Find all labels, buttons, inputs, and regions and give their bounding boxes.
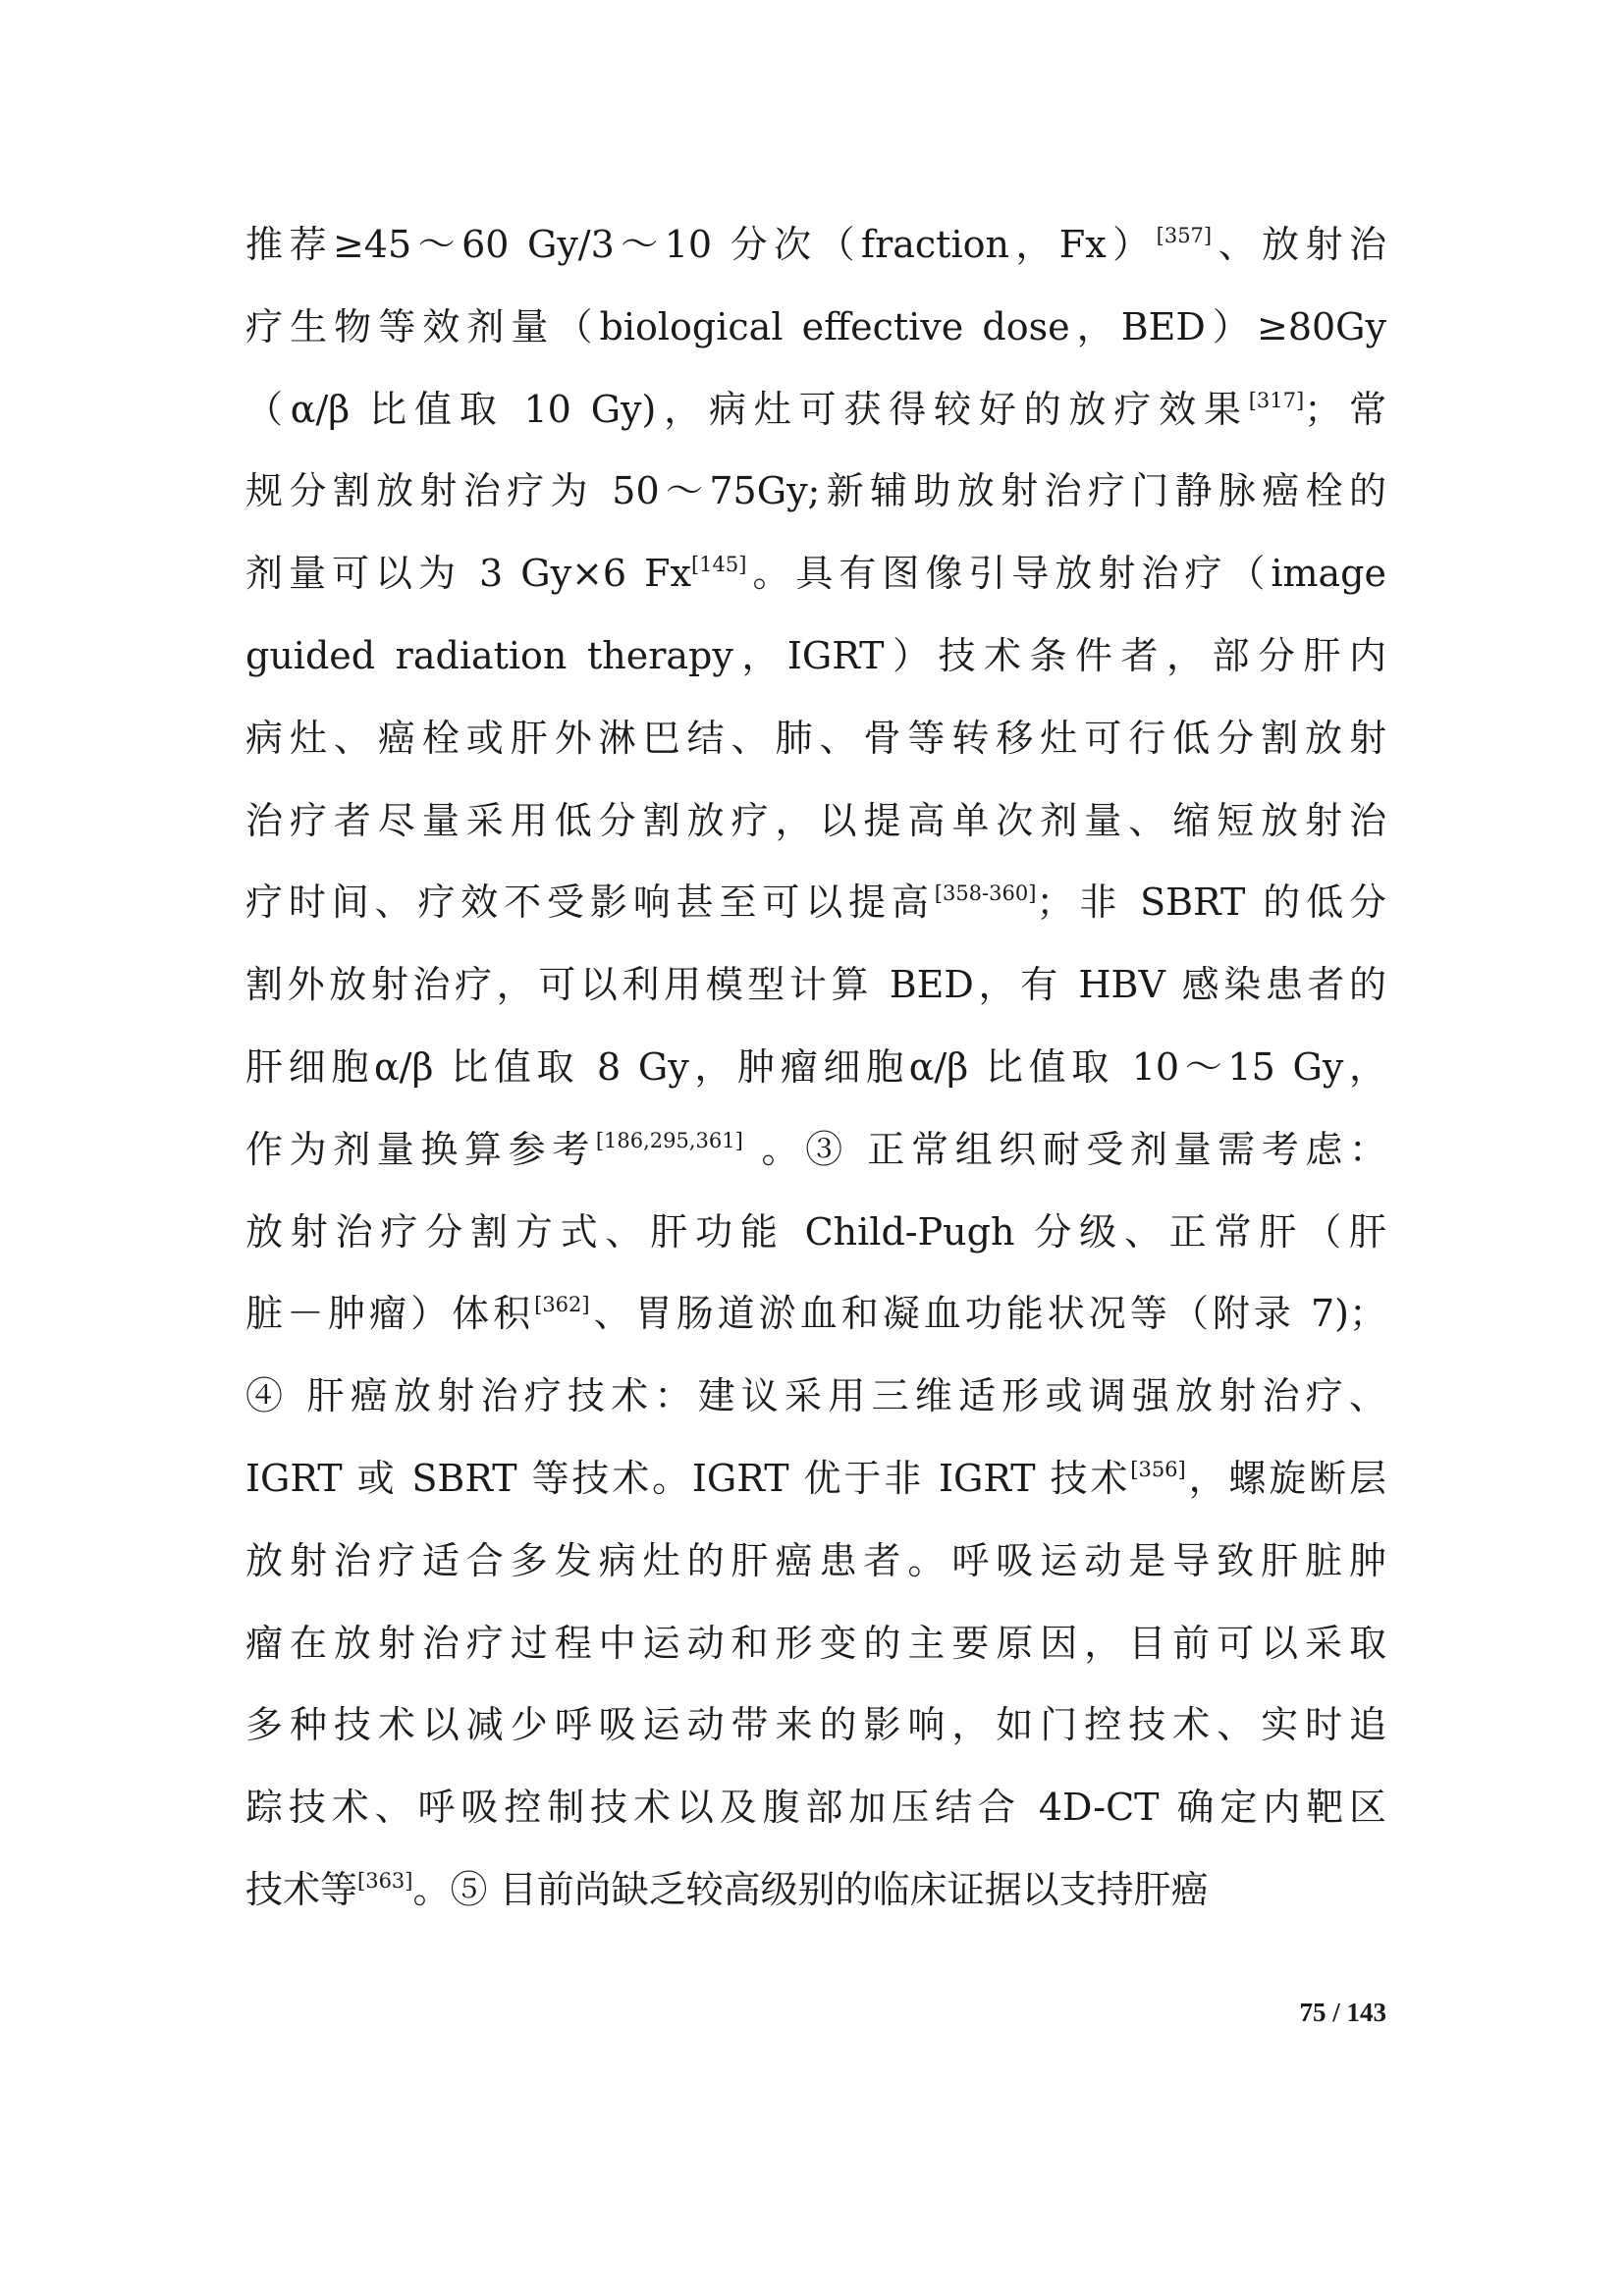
text-line <box>245 1027 1386 1109</box>
text-segment: 脏－肿瘤）体积 <box>245 1292 535 1336</box>
text-line <box>245 862 1386 944</box>
citation-superscript: [356] <box>1130 1457 1186 1481</box>
text-line <box>245 1521 1386 1603</box>
text-segment: 疗生物等效剂量（biological effective dose，BED）≥80Gy <box>245 304 1386 348</box>
text-line <box>245 698 1386 780</box>
page-number: 75 / 143 <box>1299 1998 1386 2027</box>
text-segment: 。具有图像引导放射治疗（image <box>746 552 1386 596</box>
citation-superscript: [357] <box>1156 224 1213 247</box>
text-segment: （α/β 比值取 10 Gy)，病灶可获得较好的放疗效果 <box>245 387 1249 431</box>
text-line <box>245 1603 1386 1685</box>
text-segment: ；非 SBRT 的低分 <box>1036 881 1386 925</box>
citation-superscript: [317] <box>1248 388 1305 412</box>
text-segment: 、胃肠道淤血和凝血功能状况等（附录 7)； <box>589 1292 1386 1336</box>
text-segment: 放射治疗分割方式、肝功能 Child-Pugh 分级、正常肝（肝 <box>245 1209 1386 1254</box>
citation-superscript: [145] <box>690 553 747 577</box>
body-text <box>245 204 1386 1932</box>
text-line <box>245 944 1386 1027</box>
text-segment: 作为剂量换算参考 <box>245 1127 596 1171</box>
text-segment: 踪技术、呼吸控制技术以及腹部加压结合 4D-CT 确定内靶区 <box>245 1786 1386 1830</box>
text-segment: 病灶、癌栓或肝外淋巴结、肺、骨等转移灶可行低分割放射 <box>245 716 1386 760</box>
text-segment: 瘤在放射治疗过程中运动和形变的主要原因，目前可以采取 <box>245 1621 1386 1665</box>
text-segment: ，螺旋断层 <box>1185 1456 1386 1500</box>
text-segment: ；常 <box>1304 387 1386 431</box>
text-segment: 多种技术以减少呼吸运动带来的影响，如门控技术、实时追 <box>245 1703 1386 1747</box>
text-segment: 剂量可以为 3 Gy×6 Fx <box>245 552 691 596</box>
text-line <box>245 1356 1386 1438</box>
text-segment: 割外放射治疗，可以利用模型计算 BED，有 HBV 感染患者的 <box>245 963 1386 1007</box>
text-line <box>245 780 1386 863</box>
text-line <box>245 451 1386 533</box>
text-segment: guided radiation therapy，IGRT）技术条件者，部分肝内 <box>245 633 1386 677</box>
text-segment: 规分割放射治疗为 50～75Gy;新辅助放射治疗门静脉癌栓的 <box>245 469 1386 513</box>
text-segment: ④ 肝癌放射治疗技术：建议采用三维适形或调强放射治疗、 <box>245 1374 1386 1418</box>
text-line <box>245 1109 1386 1192</box>
text-line <box>245 1684 1386 1767</box>
text-line <box>245 615 1386 698</box>
text-line <box>245 287 1386 369</box>
text-line <box>245 1438 1386 1521</box>
text-line <box>245 204 1386 287</box>
text-line <box>245 1767 1386 1849</box>
text-line <box>245 369 1386 452</box>
text-segment: 技术等 <box>245 1867 358 1911</box>
text-line <box>245 1849 1386 1932</box>
citation-superscript: [358-360] <box>934 881 1037 906</box>
text-line <box>245 1273 1386 1356</box>
text-segment: 疗时间、疗效不受影响甚至可以提高 <box>245 881 935 925</box>
citation-superscript: [362] <box>534 1293 590 1317</box>
text-segment: 。③ 正常组织耐受剂量需考虑： <box>742 1127 1386 1171</box>
text-segment: 推荐≥45～60 Gy/3～10 分次（fraction，Fx） <box>245 223 1157 266</box>
text-segment: 治疗者尽量采用低分割放疗，以提高单次剂量、缩短放射治 <box>245 798 1386 842</box>
citation-superscript: [363] <box>357 1868 413 1893</box>
text-line <box>245 1192 1386 1274</box>
citation-superscript: [186,295,361] <box>595 1128 743 1152</box>
text-segment: 肝细胞α/β 比值取 8 Gy，肿瘤细胞α/β 比值取 10～15 Gy， <box>245 1044 1386 1089</box>
text-segment: 。⑤ 目前尚缺乏较高级别的临床证据以支持肝癌 <box>412 1867 1209 1911</box>
text-segment: 放射治疗适合多发病灶的肝癌患者。呼吸运动是导致肝脏肿 <box>245 1538 1386 1582</box>
text-line <box>245 533 1386 615</box>
text-segment: 、放射治 <box>1212 223 1386 266</box>
text-segment: IGRT 或 SBRT 等技术。IGRT 优于非 IGRT 技术 <box>245 1456 1131 1500</box>
